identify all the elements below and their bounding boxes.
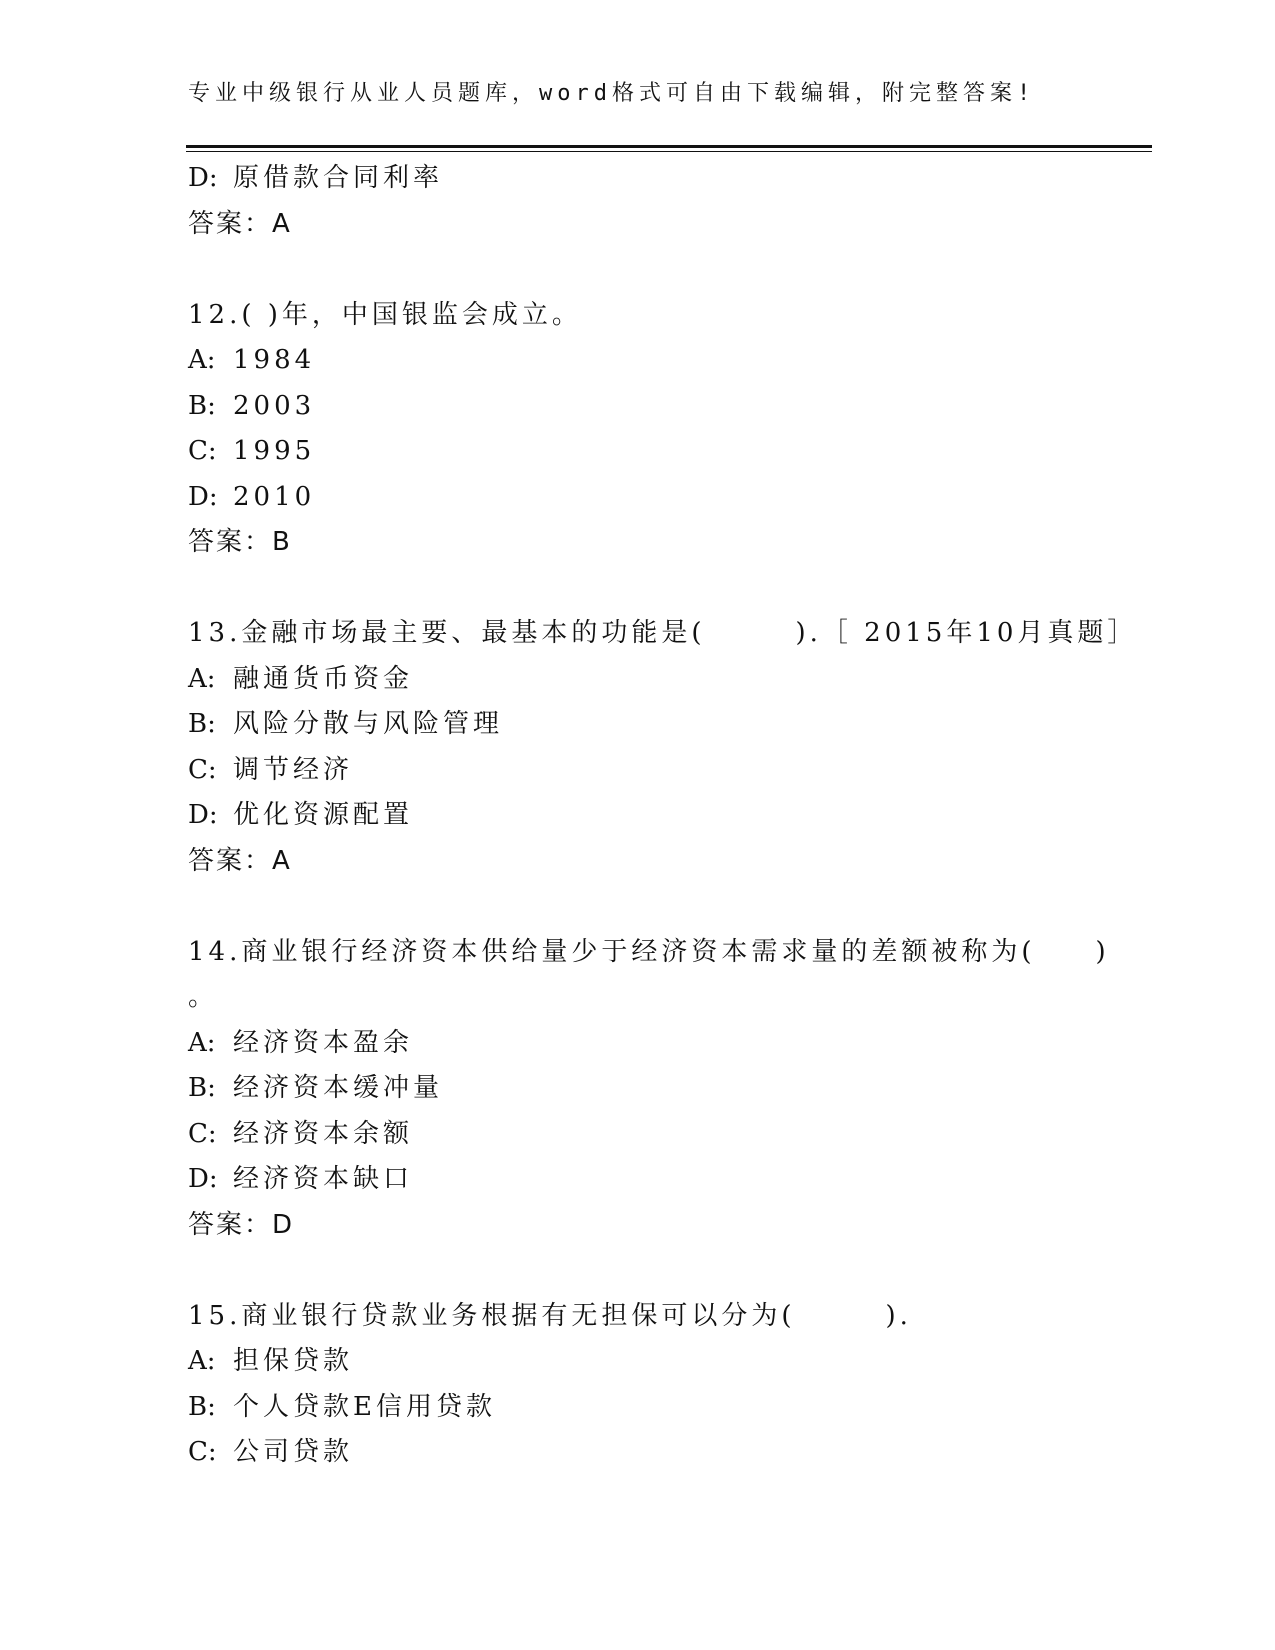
option-label: A:	[188, 345, 216, 375]
option-text: 原借款合同利率	[233, 163, 444, 193]
option-label: A:	[188, 1346, 216, 1376]
option-text: 1984	[233, 345, 316, 375]
option-label: D:	[188, 1164, 218, 1194]
option-a	[188, 338, 1148, 384]
header-rule-thin	[186, 151, 1152, 152]
option-c	[188, 429, 1148, 475]
option-c	[188, 1112, 1148, 1158]
option-text: 经济资本缓冲量	[233, 1073, 444, 1103]
option-text: 优化资源配置	[233, 800, 414, 830]
option-label: C:	[188, 1437, 217, 1467]
spacer	[188, 884, 1148, 930]
spacer	[188, 1248, 1148, 1294]
option-text: 融通货币资金	[233, 663, 414, 694]
option-text: 调节经济	[233, 754, 354, 785]
page-header-title: 专业中级银行从业人员题库，word格式可自由下载编辑，附完整答案!	[188, 81, 1036, 106]
option-label: D:	[188, 481, 218, 512]
option-text: 经济资本余额	[233, 1118, 414, 1149]
spacer	[188, 247, 1148, 293]
option-text: 2010	[233, 481, 316, 512]
option-label: C:	[188, 1118, 217, 1149]
option-text: 2003	[233, 390, 316, 421]
option-label: D:	[188, 800, 218, 830]
option-text: 风险分散与风险管理	[233, 709, 504, 739]
header-rule-thick	[186, 145, 1152, 148]
option-label: C:	[188, 436, 217, 466]
option-text: 经济资本盈余	[233, 1027, 414, 1058]
answer-line: 答案：A	[188, 845, 292, 876]
option-c	[188, 748, 1148, 794]
option-b	[188, 384, 1148, 430]
option-a	[188, 1339, 1148, 1385]
option-label: B:	[188, 1073, 216, 1103]
option-label: D:	[188, 163, 218, 193]
option-b	[188, 1066, 1148, 1112]
option-d	[188, 156, 1148, 202]
option-label: B:	[188, 1391, 216, 1422]
option-label: A:	[188, 663, 216, 694]
option-text: 经济资本缺口	[233, 1164, 414, 1194]
option-text: 1995	[233, 436, 316, 466]
option-label: B:	[188, 390, 216, 421]
option-a	[188, 657, 1148, 703]
answer-line: 答案：B	[188, 527, 292, 557]
question-stem: 15.商业银行贷款业务根据有无担保可以分为( ).	[188, 1300, 912, 1331]
question-stem: 14.商业银行经济资本供给量少于经济资本需求量的差额被称为( )	[188, 936, 1110, 967]
option-c	[188, 1430, 1148, 1476]
option-d	[188, 1157, 1148, 1203]
option-text: 担保贷款	[233, 1346, 354, 1376]
option-text: 个人贷款E信用贷款	[233, 1391, 496, 1422]
question-stem: 13.金融市场最主要、最基本的功能是( ).［ 2015年10月真题］	[188, 618, 1138, 648]
option-b	[188, 1385, 1148, 1431]
answer-line: 答案：A	[188, 208, 292, 239]
option-d	[188, 475, 1148, 521]
option-label: B:	[188, 709, 216, 739]
question-stem: 12.( )年，中国银监会成立。	[188, 299, 582, 330]
option-b	[188, 702, 1148, 748]
answer-line: 答案：D	[188, 1209, 295, 1240]
question-stem-continuation: 。	[188, 982, 219, 1012]
spacer	[188, 566, 1148, 612]
option-label: A:	[188, 1027, 216, 1058]
option-text: 公司贷款	[233, 1437, 354, 1467]
option-a	[188, 1021, 1148, 1067]
document-body	[188, 156, 1148, 1476]
option-label: C:	[188, 754, 217, 785]
option-d	[188, 793, 1148, 839]
